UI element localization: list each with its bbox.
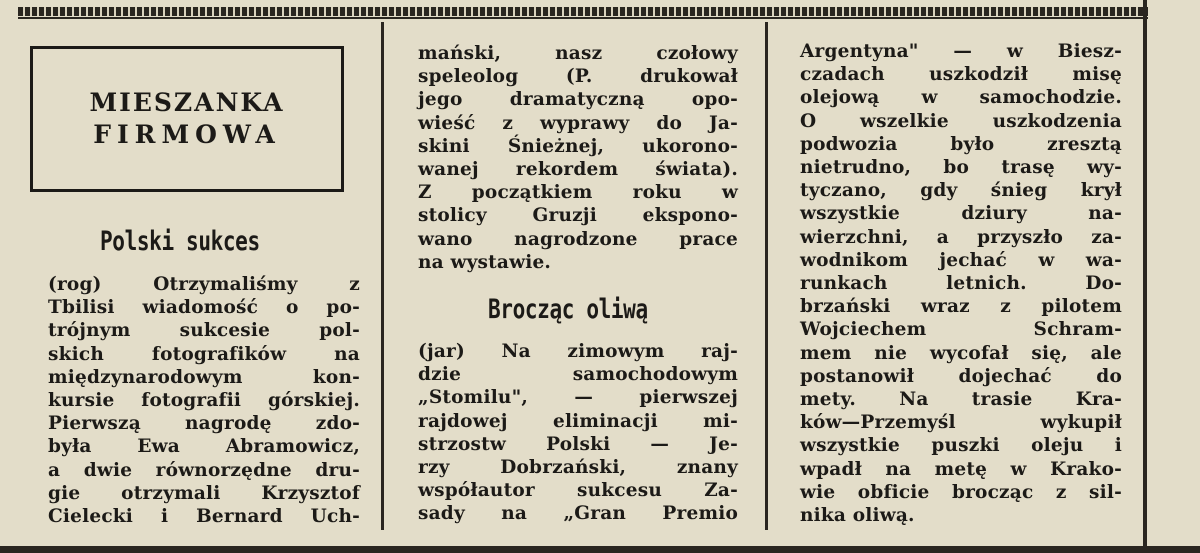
text-line: mem nie wycofał się, ale (800, 342, 1122, 364)
top-rule (18, 7, 1148, 16)
text-line: kursie fotografii górskiej. (48, 390, 360, 412)
text-line: współautor sukcesu Za- (418, 480, 738, 502)
text-line: Pierwszą nagrodę zdo- (48, 413, 360, 435)
text-line: nietrudno, bo trasę wy- (800, 157, 1122, 179)
text-line: nika oliwą. (800, 505, 915, 527)
column-divider-3 (1143, 0, 1147, 553)
text-line: ków—Przemyśl wykupił (800, 412, 1122, 434)
article-broczac-oliwa-body (418, 340, 738, 526)
bottom-rule (0, 546, 1200, 553)
text-line: podwozia było zresztą (800, 133, 1122, 155)
text-line: wanej rekordem świata). (418, 159, 738, 181)
text-line: jego dramatyczną opo- (418, 89, 738, 111)
article-polski-sukces-body (48, 273, 360, 528)
text-line: O wszelkie uszkodzenia (800, 110, 1122, 132)
text-line: rzy Dobrzański, znany (418, 457, 738, 479)
text-line: strzostw Polski — Je- (418, 433, 738, 455)
text-line: Wojciechem Schram- (800, 319, 1122, 341)
article-polski-sukces-continued (418, 42, 738, 274)
text-line: dzie samochodowym (418, 364, 738, 386)
text-line: wano nagrodzone prace (418, 228, 738, 250)
text-line: tyczano, gdy śnieg krył (800, 180, 1122, 202)
text-line: postanowił dojechać do (800, 365, 1122, 387)
article-broczac-oliwa-continued (800, 40, 1122, 527)
section-title-line-2: FIRMOWA (93, 120, 281, 149)
text-line: (jar) Na zimowym raj- (418, 341, 738, 362)
text-line: czadach uszkodził misę (800, 64, 1122, 86)
headline-polski-sukces: Polski sukces (100, 226, 260, 257)
text-line: skini Śnieżnej, ukorono- (418, 135, 738, 157)
text-line: (rog) Otrzymaliśmy z (48, 274, 360, 295)
text-line: a dwie równorzędne dru- (48, 459, 360, 481)
text-line: była Ewa Abramowicz, (48, 436, 360, 458)
text-line: wierzchni, a przyszło za- (800, 226, 1122, 248)
text-line: mański, nasz czołowy (418, 43, 738, 64)
text-line: runkach letnich. Do- (800, 273, 1122, 295)
text-line: speleolog (P. drukował (418, 66, 738, 88)
text-line: wpadł na metę w Krako- (800, 458, 1122, 480)
text-line: „Stomilu", — pierwszej (418, 387, 738, 409)
text-line: rajdowej eliminacji mi- (418, 410, 738, 432)
text-line: wie obficie brocząc z sil- (800, 481, 1122, 503)
text-line: sady na „Gran Premio (418, 503, 738, 525)
text-line: międzynarodowym kon- (48, 366, 360, 388)
section-title-line-1: MIESZANKA (89, 88, 285, 117)
text-line: wszystkie puszki oleju i (800, 435, 1122, 457)
text-line: wieść z wyprawy do Ja- (418, 112, 738, 134)
text-line: brzański wraz z pilotem (800, 296, 1122, 318)
column-divider-2 (765, 22, 768, 530)
column-divider-1 (381, 22, 384, 530)
text-line: Argentyna" — w Biesz- (800, 41, 1122, 62)
text-line: wszystkie dziury na- (800, 203, 1122, 225)
text-line: na wystawie. (418, 251, 552, 273)
text-line: mety. Na trasie Kra- (800, 389, 1122, 411)
text-line: Z początkiem roku w (418, 182, 738, 204)
text-line: gie otrzymali Krzysztof (48, 482, 360, 504)
text-line: trójnym sukcesie pol- (48, 320, 360, 342)
headline-broczac-oliwa: Brocząc oliwą (488, 294, 648, 325)
text-line: stolicy Gruzji ekspono- (418, 205, 738, 227)
text-line: skich fotografików na (48, 343, 360, 365)
text-line: olejową w samochodzie. (800, 87, 1122, 109)
section-title-box (30, 46, 344, 192)
text-line: Cielecki i Bernard Uch- (48, 506, 360, 528)
text-line: wodnikom jechać w wa- (800, 249, 1122, 271)
text-line: Tbilisi wiadomość o po- (48, 297, 360, 319)
